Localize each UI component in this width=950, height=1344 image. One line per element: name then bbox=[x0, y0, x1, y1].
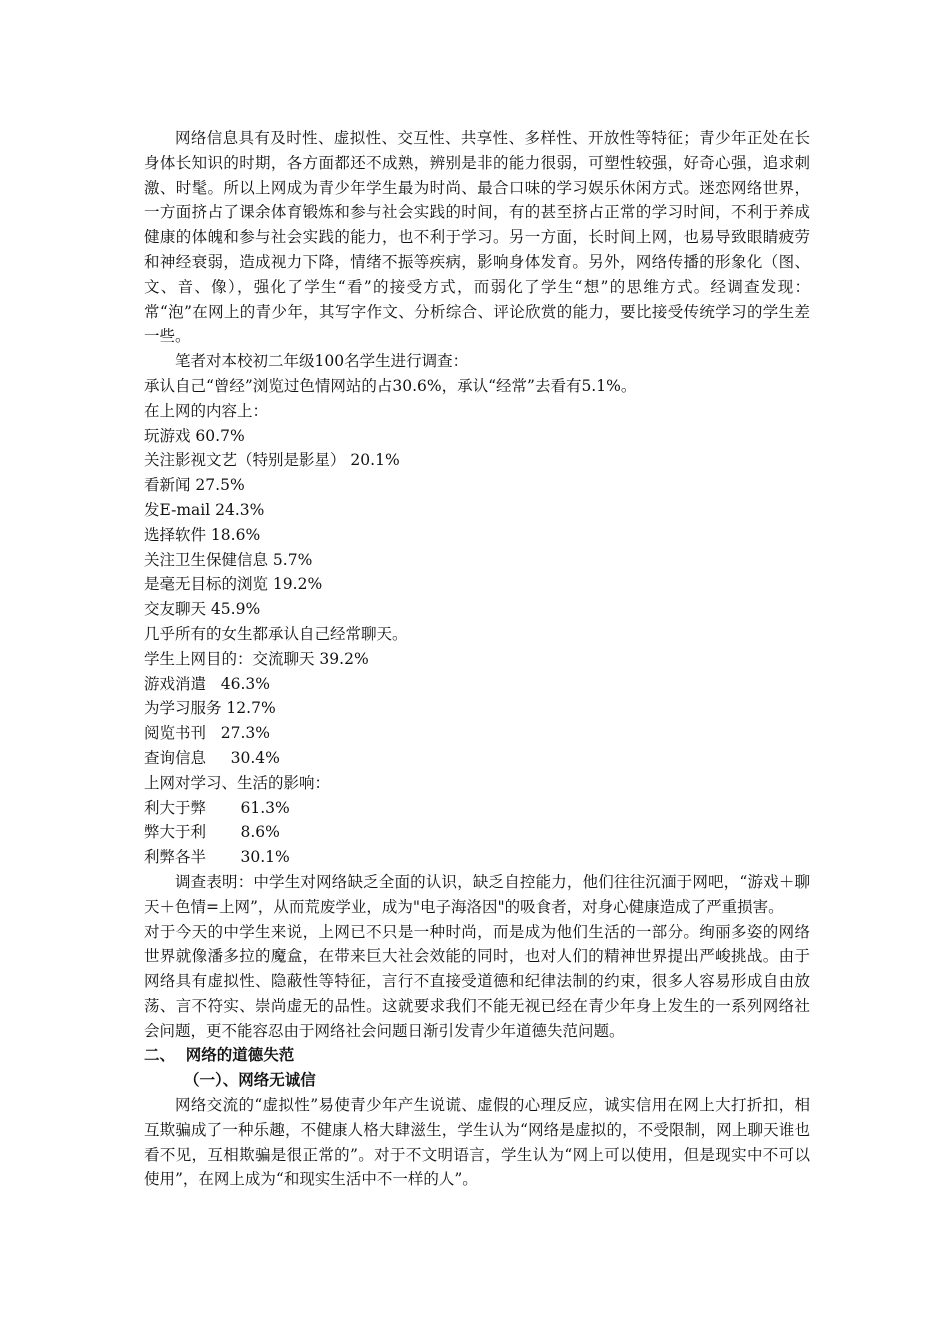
survey-line: 关注卫生保健信息 5.7% bbox=[144, 550, 313, 569]
survey-line: 在上网的内容上： bbox=[144, 401, 269, 420]
survey-line: 游戏消遣 46.3% bbox=[144, 674, 271, 693]
survey-line: 交友聊天 45.9% bbox=[144, 600, 261, 619]
survey-line: 看新闻 27.5% bbox=[144, 476, 245, 495]
survey-line: 为学习服务 12.7% bbox=[144, 699, 276, 718]
survey-line: 发E-mail 24.3% bbox=[144, 500, 265, 519]
survey-line: 几乎所有的女生都承认自己经常聊天。 bbox=[144, 624, 408, 643]
section-heading: 二、 网络的道德失范 bbox=[144, 1045, 295, 1065]
paragraph-no-integrity: 网络交流的“虚拟性”易使青少年产生说谎、虚假的心理反应，诚实信用在网上大打折扣，相互欺骗成了一种乐趣，不健康人格大肆滋生，学生认为“网络是虚拟的，不受限制，网上聊天谁也看不见，互相欺骗是很正常的”。对于不文明语言，学生认为“网上可以使用，但是现实中不可以使用”，在网上成为“和现实生活中不一样的人”。 bbox=[144, 1096, 810, 1189]
survey-line: 弊大于利 8.6% bbox=[144, 823, 280, 842]
paragraph-network-features: 网络信息具有及时性、虚拟性、交互性、共享性、多样性、开放性等特征；青少年正处在长身体长知识的时期，各方面都还不成熟，辨别是非的能力很弱，可塑性较强，好奇心强，追求刺激、时髦。所以上网成为青少年学生最为时尚、最合口味的学习娱乐休闲方式。迷恋网络世界，一方面挤占了课余体育锻炼和参与社会实践的时间，有的甚至挤占正常的学习时间，不利于养成健康的体魄和参与社会实践的能力，也不利于学习。另一方面，长时间上网，也易导致眼睛疲劳和神经衰弱，造成视力下降，情绪不振等疾病，影响身体发育。另外，网络传播的形象化（图、文、音、像），强化了学生“看”的接受方式，而弱化了学生“想”的思维方式。经调查发现：常“泡”在网上的青少年，其写字作文、分析综合、评论欣赏的能力，要比接受传统学习的学生差一些。 bbox=[144, 129, 810, 346]
subsection-heading: （一）、网络无诚信 bbox=[184, 1070, 316, 1090]
survey-line: 利大于弊 61.3% bbox=[144, 798, 290, 817]
survey-line: 选择软件 18.6% bbox=[144, 525, 261, 544]
survey-line: 是毫无目标的浏览 19.2% bbox=[144, 575, 323, 594]
survey-line: 利弊各半 30.1% bbox=[144, 848, 290, 867]
survey-line: 玩游戏 60.7% bbox=[144, 426, 245, 445]
document-page bbox=[144, 126, 810, 1192]
survey-line: 查询信息 30.4% bbox=[144, 748, 280, 767]
paragraph-survey-intro: 笔者对本校初二年级100名学生进行调查： bbox=[175, 352, 469, 371]
survey-line: 上网对学习、生活的影响： bbox=[144, 773, 331, 792]
survey-line: 关注影视文艺（特别是影星） 20.1% bbox=[144, 451, 400, 470]
survey-line: 承认自己“曾经”浏览过色情网站的占30.6%，承认“经常”去看有5.1%。 bbox=[144, 376, 637, 395]
paragraph-survey-conclusion: 调查表明：中学生对网络缺乏全面的认识，缺乏自控能力，他们往往沉湎于网吧，“游戏＋聊天＋色情=上网”，从而荒废学业，成为"电子海洛因"的吸食者，对身心健康造成了严重损害。 bbox=[144, 872, 810, 916]
paragraph-network-life: 对于今天的中学生来说，上网已不只是一种时尚，而是成为他们生活的一部分。绚丽多姿的网络世界就像潘多拉的魔盒，在带来巨大社会效能的同时，也对人们的精神世界提出严峻挑战。由于网络具有虚拟性、隐蔽性等特征，言行不直接受道德和纪律法制的约束，很多人容易形成自由放荡、言不符实、崇尚虚无的品性。这就要求我们不能无视已经在青少年身上发生的一系列网络社会问题，更不能容忍由于网络社会问题日渐引发青少年道德失范问题。 bbox=[144, 922, 810, 1040]
survey-line: 学生上网目的：交流聊天 39.2% bbox=[144, 649, 369, 668]
survey-line: 阅览书刊 27.3% bbox=[144, 724, 271, 743]
